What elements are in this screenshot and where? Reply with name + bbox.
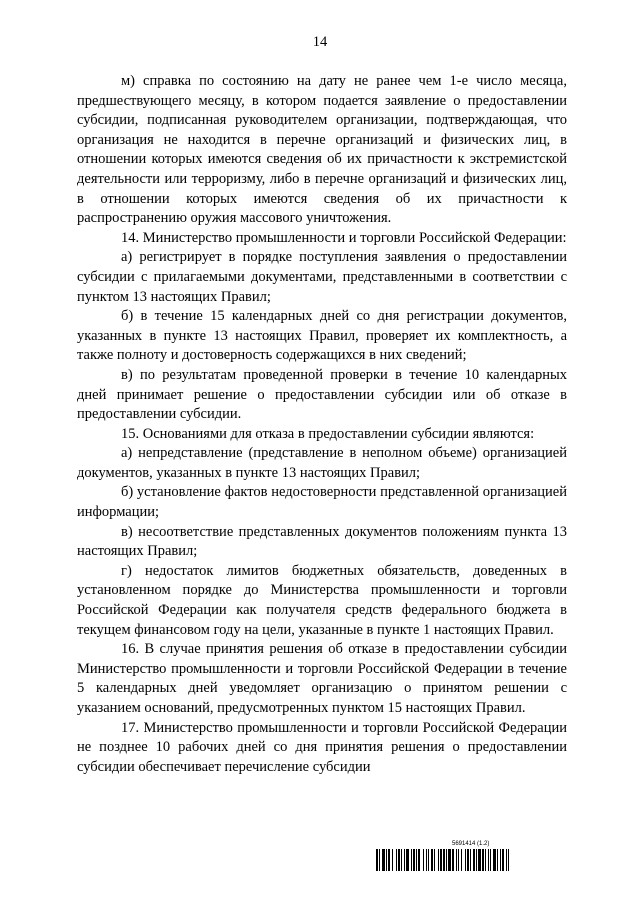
paragraph-15a: а) непредставление (представление в неполном объеме) организацией документов, указанных в пункте 13 настоящих Правил; — [77, 445, 567, 481]
document-body — [77, 72, 567, 777]
document-code: 5691414 (1.2) — [452, 841, 490, 847]
paragraph-15g: г) недостаток лимитов бюджетных обязательств, доведенных в установленном порядке до Министерства промышленности и торговли Российской Федерации как получателя средств федерального бюджета в текущем финансовом году на цели, указанные в пункте 1 настоящих Правил. — [77, 562, 567, 638]
page-number: 14 — [312, 34, 328, 50]
paragraph-m-certificate: м) справка по состоянию на дату не ранее чем 1-е число месяца, предшествующего месяцу, в котором подается заявление о предоставлении субсидии, подписанная руководителем организации, подтверждающая, что организация не находится в перечне организаций и физических лиц, в отношении которых имеются сведения об их причастности к экстремистской деятельности или терроризму, либо в перечне организаций и физических лиц, в отношении которых имеются сведения об их причастности к распространению оружия массового уничтожения. — [77, 73, 567, 227]
paragraph-15: 15. Основаниями для отказа в предоставлении субсидии являются: — [121, 425, 535, 442]
paragraph-16: 16. В случае принятия решения об отказе в предоставлении субсидии Министерство промышленности и торговли Российской Федерации в течение 5 календарных дней уведомляет организацию о принятом решении с указанием оснований, предусмотренных пунктом 15 настоящих Правил. — [77, 641, 567, 716]
paragraph-15b: б) установление фактов недостоверности представленной организацией информации; — [77, 484, 567, 521]
barcode — [376, 849, 566, 871]
paragraph-14v: в) по результатам проведенной проверки в течение 10 календарных дней принимает решение о предоставлении субсидии или об отказе в предоставлении субсидии. — [77, 366, 567, 423]
paragraph-14b: б) в течение 15 календарных дней со дня регистрации документов, указанных в пункте 13 настоящих Правил, проверяет их комплектность, а также полноту и достоверность содержащихся в них сведений; — [77, 308, 567, 364]
paragraph-14: 14. Министерство промышленности и торговли Российской Федерации: — [121, 229, 567, 246]
paragraph-14a: а) регистрирует в порядке поступления заявления о предоставлении субсидии с прилагаемыми документами, представленными в соответствии с пунктом 13 настоящих Правил; — [77, 249, 567, 305]
paragraph-15v: в) несоответствие представленных документов положениям пункта 13 настоящих Правил; — [77, 523, 567, 560]
paragraph-17: 17. Министерство промышленности и торговли Российской Федерации не позднее 10 рабочих дней со дня принятия решения о предоставлении субсидии обеспечивает перечисление субсидии — [77, 719, 567, 775]
